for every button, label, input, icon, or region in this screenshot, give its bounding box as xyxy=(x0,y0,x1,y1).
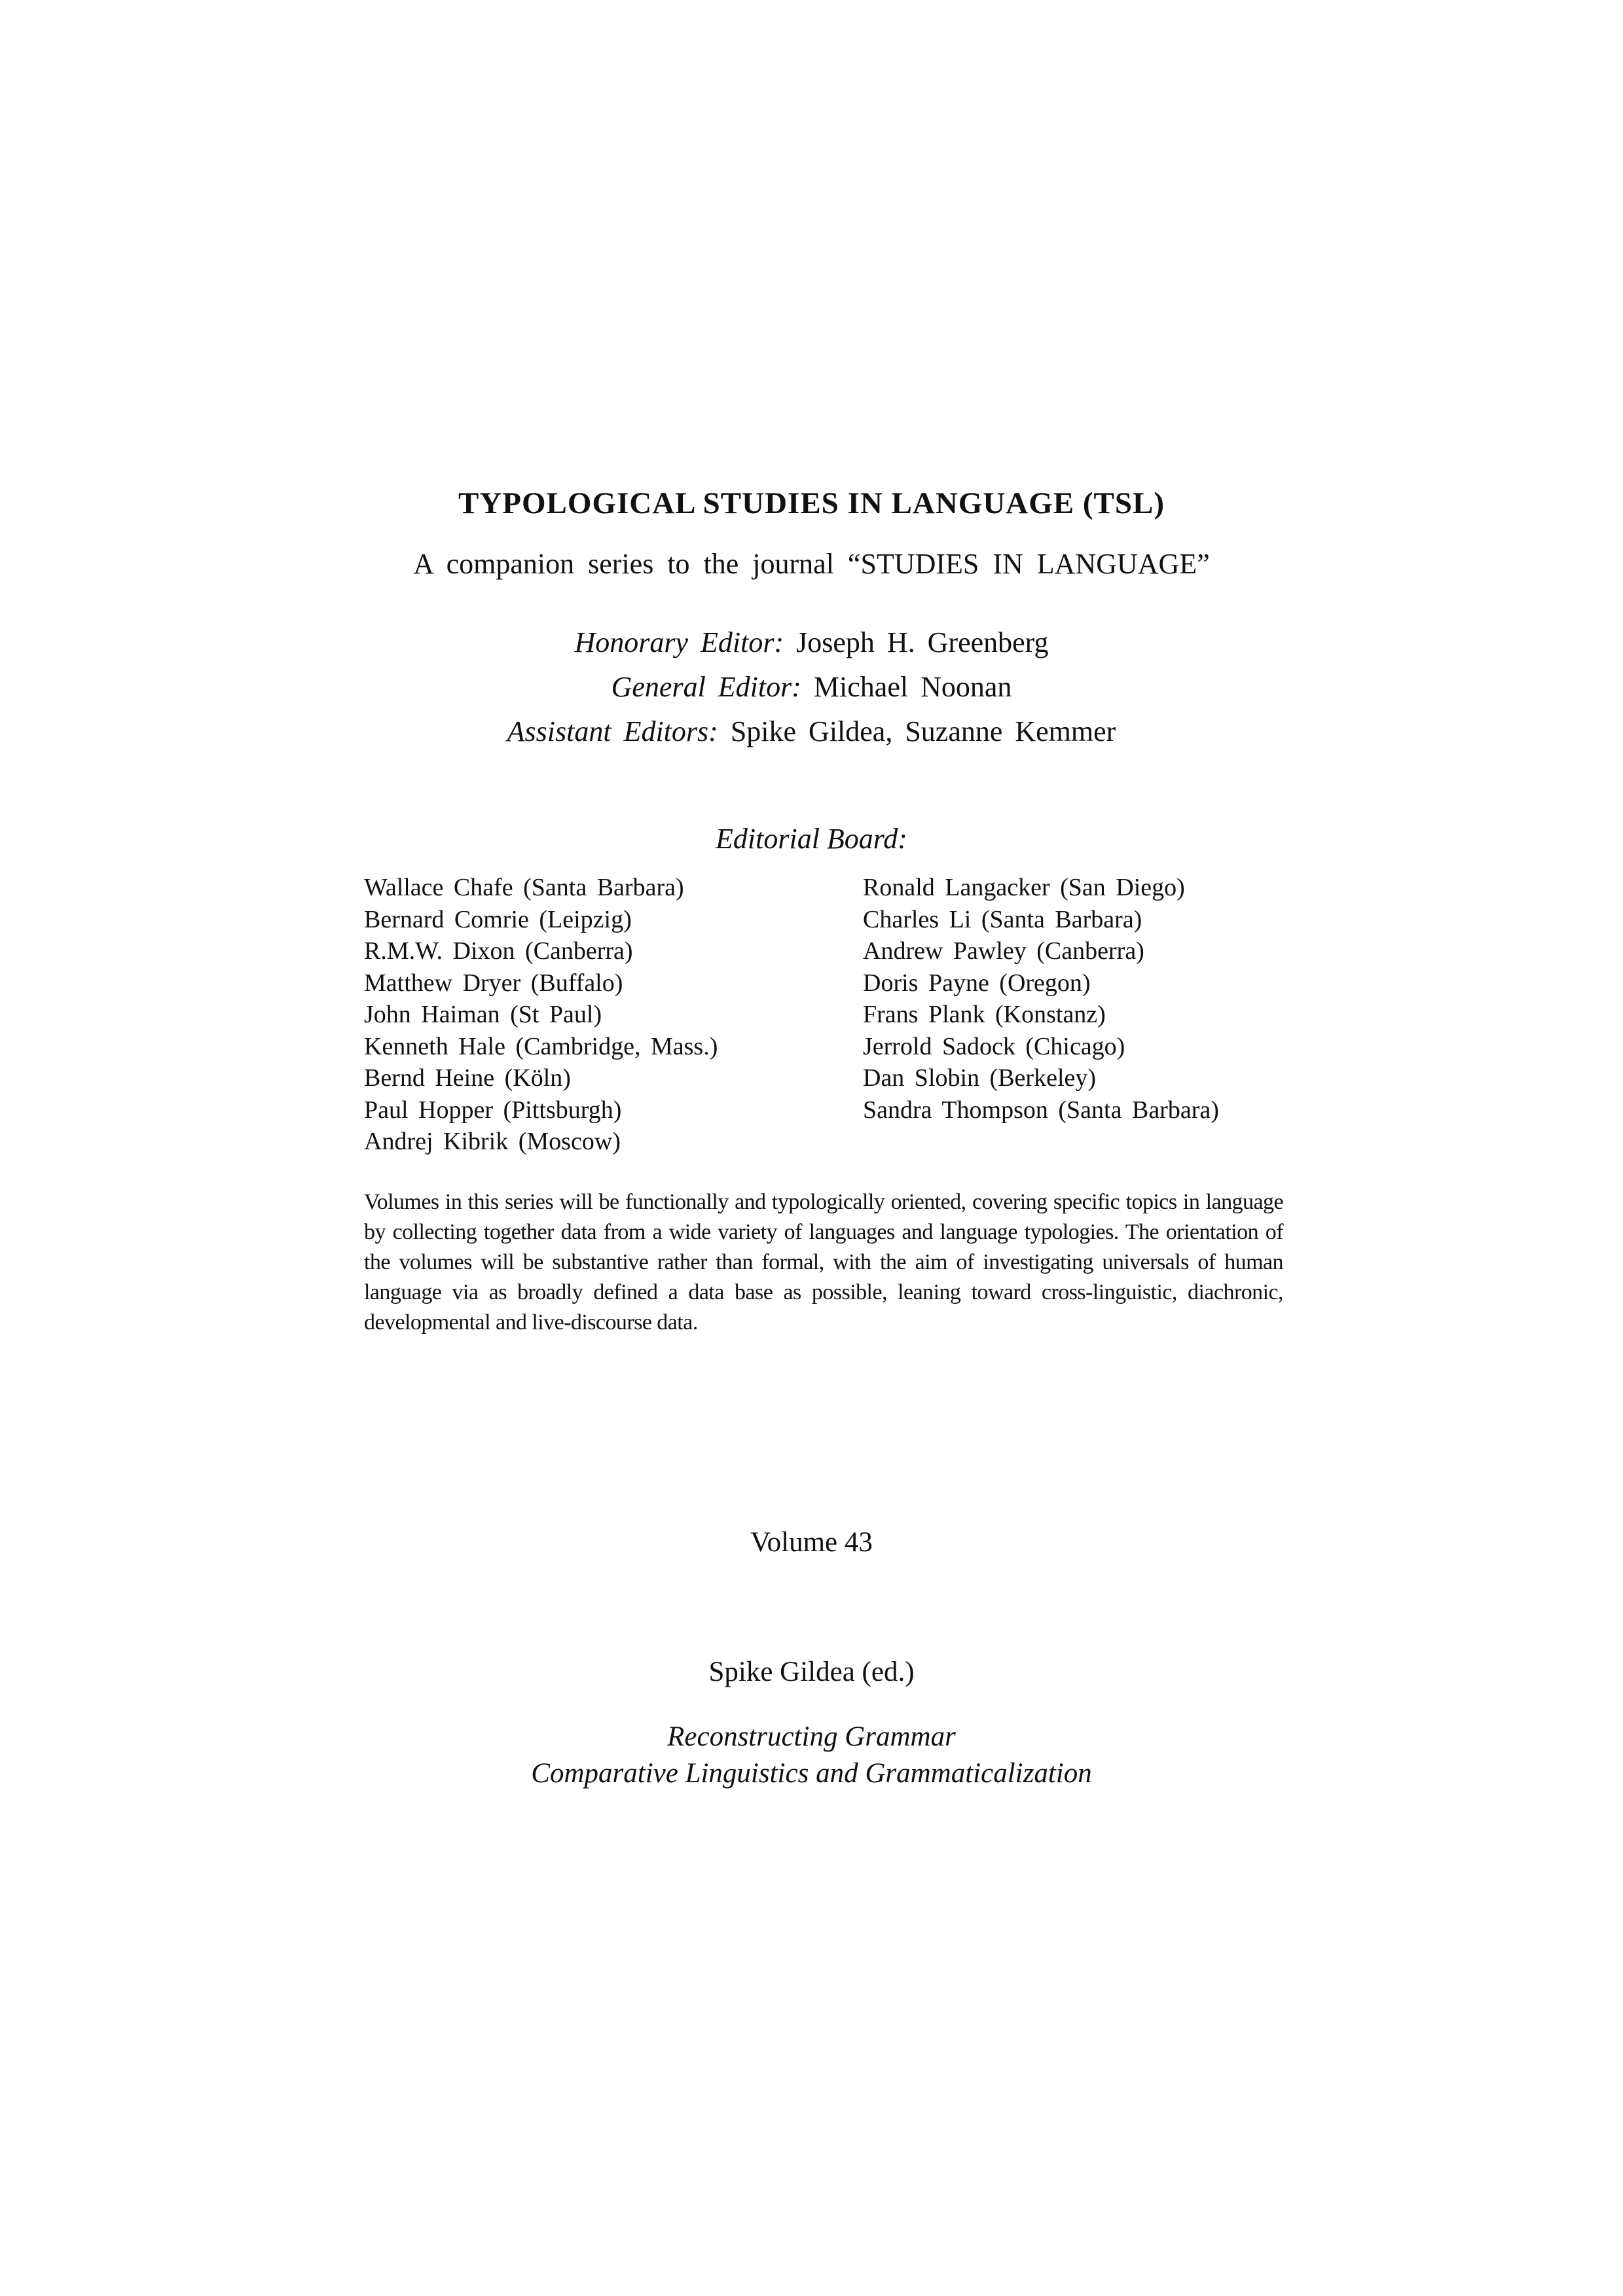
board-member: Paul Hopper (Pittsburgh) xyxy=(364,1096,622,1124)
editor-name: Michael Noonan xyxy=(813,671,1012,703)
board-member: Bernard Comrie (Leipzig) xyxy=(364,905,632,933)
book-title: Reconstructing Grammar xyxy=(667,1721,956,1752)
editor-role: Assistant Editors: xyxy=(507,715,718,747)
board-member: Ronald Langacker (San Diego) xyxy=(863,874,1185,901)
board-member: Doris Payne (Oregon) xyxy=(863,969,1091,997)
volume-editor: Spike Gildea (ed.) xyxy=(708,1657,915,1687)
board-member: Bernd Heine (Köln) xyxy=(364,1064,571,1092)
editorial-board-heading: Editorial Board: xyxy=(716,823,907,855)
board-member: R.M.W. Dixon (Canberra) xyxy=(364,937,633,965)
board-member: Charles Li (Santa Barbara) xyxy=(863,905,1142,933)
volume-number: Volume 43 xyxy=(750,1527,873,1558)
board-column-right xyxy=(863,872,1219,1126)
book-title-block xyxy=(0,1719,1623,1792)
editor-role: General Editor: xyxy=(611,671,801,703)
board-column-left xyxy=(364,872,718,1158)
editor-role: Honorary Editor: xyxy=(574,626,784,658)
board-member: John Haiman (St Paul) xyxy=(364,1001,602,1028)
editor-name: Joseph H. Greenberg xyxy=(796,626,1049,658)
companion-series-line: A companion series to the journal “STUDIES IN LANGUAGE” xyxy=(413,548,1210,580)
board-member: Frans Plank (Konstanz) xyxy=(863,1001,1106,1028)
editors-block xyxy=(0,620,1623,754)
board-member: Matthew Dryer (Buffalo) xyxy=(364,969,623,997)
board-member: Andrej Kibrik (Moscow) xyxy=(364,1128,621,1155)
honorary-editor-line xyxy=(0,620,1623,665)
assistant-editors-line xyxy=(0,709,1623,754)
board-member: Dan Slobin (Berkeley) xyxy=(863,1064,1097,1092)
series-title: TYPOLOGICAL STUDIES IN LANGUAGE (TSL) xyxy=(458,486,1165,520)
series-description: Volumes in this series will be functionally and typologically oriented, covering specific topics in language by collecting together data from a wide variety of languages and language typologies. The orientation of the volumes will be substantive rather than formal, with the aim of investigating universals of human language via as broadly defined a data base as possible, leaning toward cross-linguistic, diachronic, developmental and live-discourse data. xyxy=(364,1190,1283,1335)
general-editor-line xyxy=(0,665,1623,709)
book-subtitle: Comparative Linguistics and Grammaticalization xyxy=(531,1758,1092,1789)
board-member: Sandra Thompson (Santa Barbara) xyxy=(863,1096,1219,1124)
board-member: Jerrold Sadock (Chicago) xyxy=(863,1032,1125,1060)
board-member: Kenneth Hale (Cambridge, Mass.) xyxy=(364,1032,718,1060)
editor-name: Spike Gildea, Suzanne Kemmer xyxy=(730,715,1116,747)
board-member: Wallace Chafe (Santa Barbara) xyxy=(364,874,684,901)
board-member: Andrew Pawley (Canberra) xyxy=(863,937,1144,965)
